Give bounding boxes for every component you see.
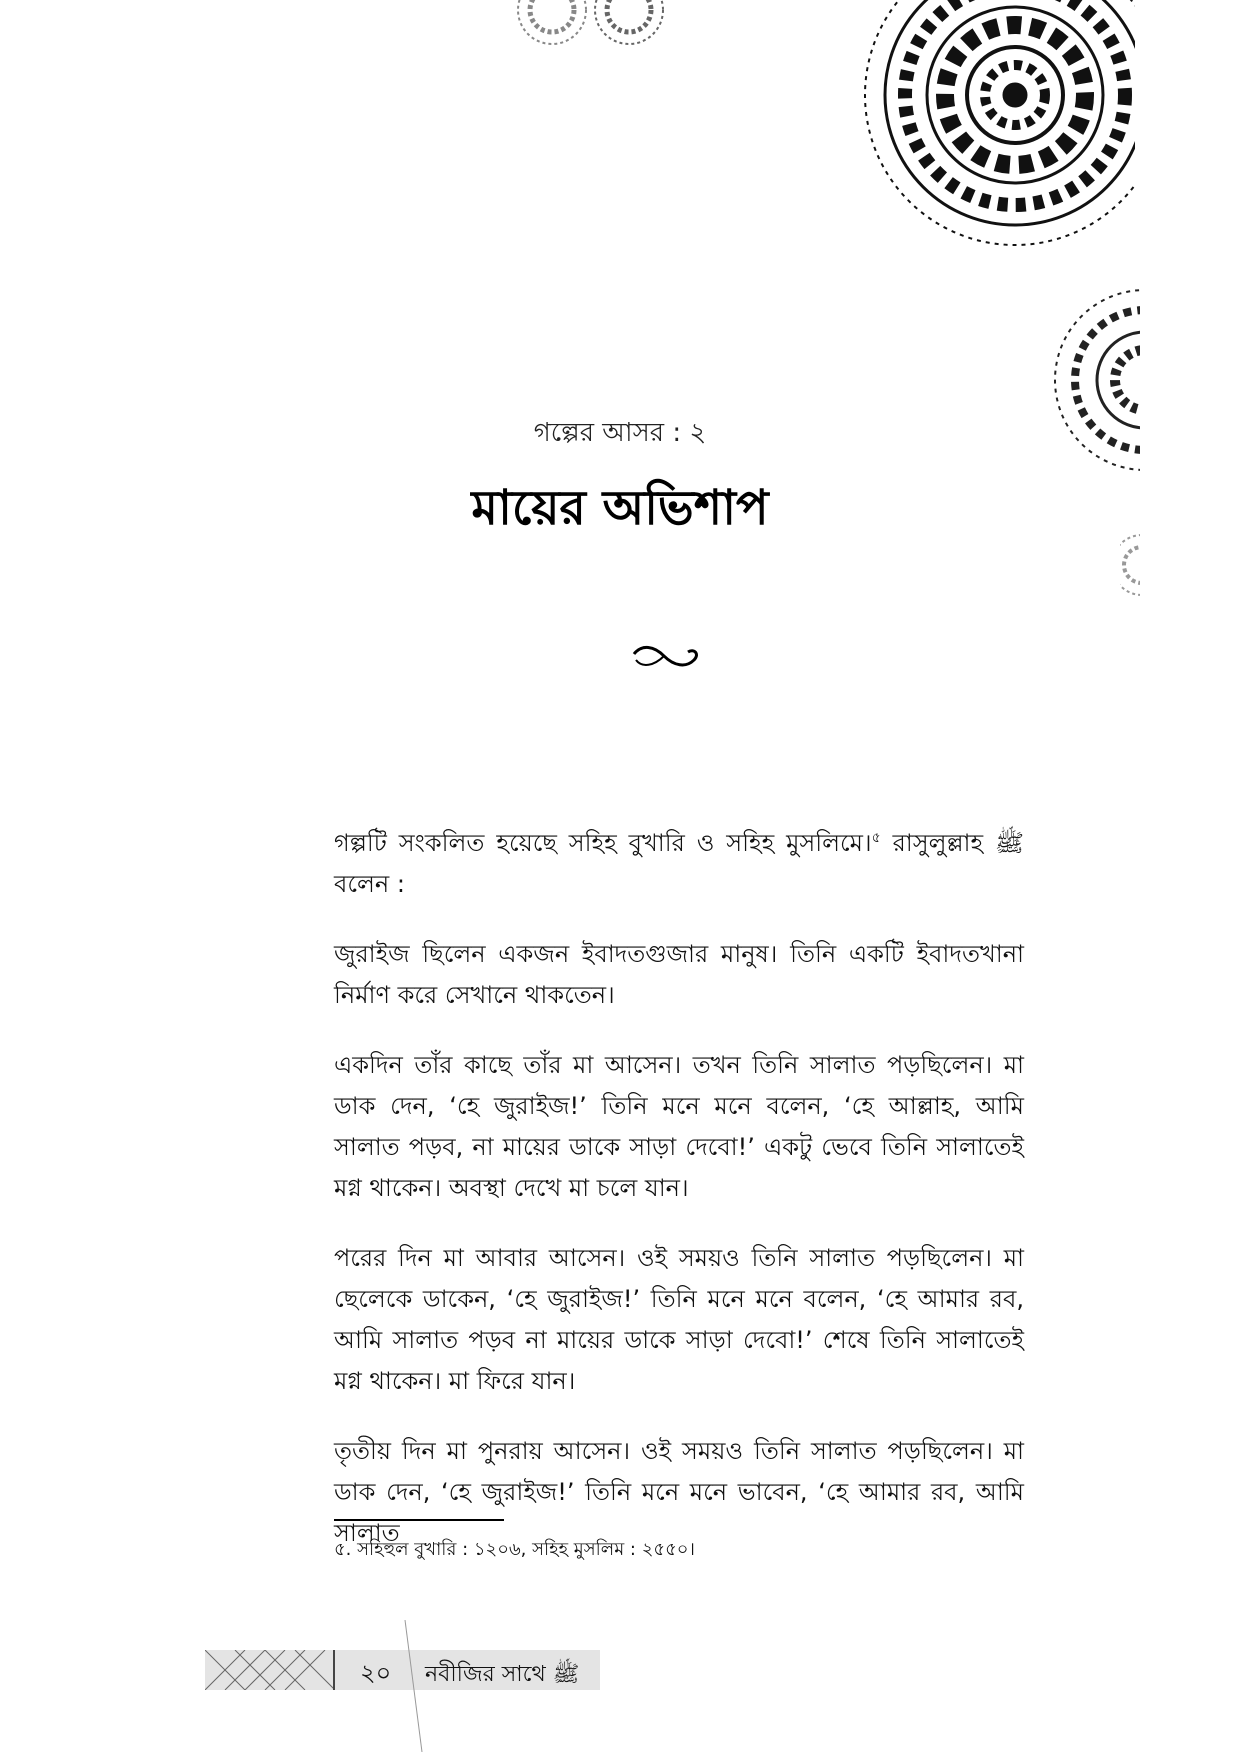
page-number: ২০ (360, 1659, 392, 1687)
footer-hatch-pattern (205, 1650, 335, 1690)
mandala-ornament-small (515, 0, 590, 50)
chapter-body (334, 818, 1024, 1583)
running-title: নবীজির সাথে ﷺ (425, 1662, 580, 1687)
footer-separator (333, 1650, 335, 1690)
paragraph-text: রাসুলুল্লাহ ﷺ বলেন : (334, 829, 1025, 898)
paragraph: তৃতীয় দিন মা পুনরায় আসেন। ওই সময়ও তিনি সালাত পড়ছিলেন। মা ডাক দেন, ‘হে জুরাইজ!’ তিনি মনে মনে ভাবেন, ‘হে আমার রব, আমি সালাত (334, 1437, 1025, 1547)
mandala-ornament-small (592, 0, 667, 50)
mandala-ornament-side (1050, 270, 1140, 490)
paragraph (334, 818, 1024, 905)
paragraph: জুরাইজ ছিলেন একজন ইবাদতগুজার মানুষ। তিনি একটি ইবাদতখানা নির্মাণ করে সেখানে থাকতেন। (334, 940, 1024, 1009)
flourish-divider (630, 642, 710, 672)
footer-diagonal-line (400, 1620, 440, 1752)
mandala-ornament (835, 0, 1135, 290)
paragraph: একদিন তাঁর কাছে তাঁর মা আসেন। তখন তিনি সালাত পড়ছিলেন। মা ডাক দেন, ‘হে জুরাইজ!’ তিনি মনে মনে বলেন, ‘হে আল্লাহ, আমি সালাত পড়ব, না মায়ের ডাকে সাড়া দেবো!’ একটু ভেবে তিনি সালাতেই মগ্ন থাকেন। অবস্থা দেখে মা চলে যান। (334, 1051, 1024, 1202)
paragraph-text: গল্পটি সংকলিত হয়েছে সহিহ বুখারি ও সহিহ মুসলিমে। (334, 829, 872, 857)
footnote-rule (334, 1519, 504, 1521)
footnote-ref: ৫ (871, 830, 881, 846)
footnote: ৫. সহিহুল বুখারি : ১২০৬, সহিহ মুসলিম : ২৫৫০। (334, 1539, 695, 1560)
paragraph: পরের দিন মা আবার আসেন। ওই সময়ও তিনি সালাত পড়ছিলেন। মা ছেলেকে ডাকেন, ‘হে জুরাইজ!’ তিনি মনে মনে বলেন, ‘হে আমার রব, আমি সালাত পড়ব না মায়ের ডাকে সাড়া দেবো!’ শেষে তিনি সালাতেই মগ্ন থাকেন। মা ফিরে যান। (334, 1244, 1024, 1395)
chapter-kicker: গল্পের আসর : ২ (533, 418, 707, 448)
chapter-title: মায়ের অভিশাপ (471, 480, 769, 536)
